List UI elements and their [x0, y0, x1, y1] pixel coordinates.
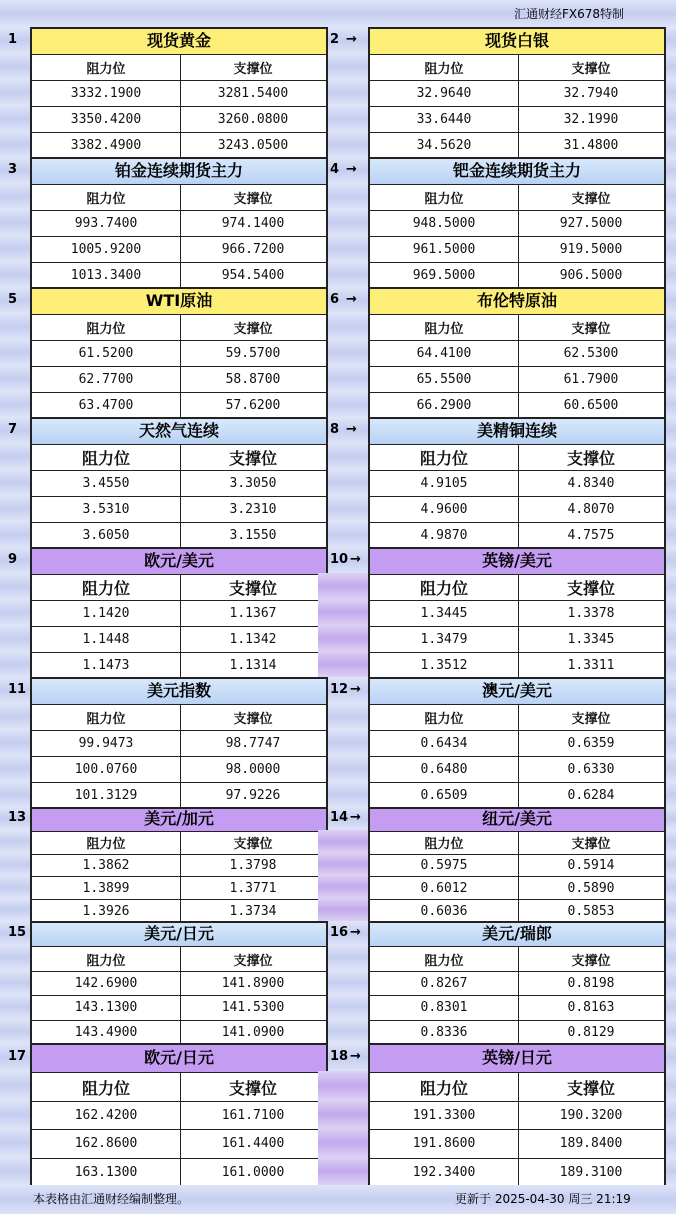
resistance-value: 3350.4200	[32, 107, 181, 132]
middle-column-band	[318, 1128, 368, 1156]
resistance-value: 142.6900	[32, 972, 181, 995]
support-value: 57.6200	[225, 398, 281, 413]
column-header-row	[32, 704, 326, 730]
quote-table	[368, 1043, 666, 1187]
support-header: 支撑位	[233, 322, 273, 337]
resistance-value: 4.9870	[370, 523, 519, 548]
quote-table	[368, 27, 666, 159]
resistance-header: 阻力位	[32, 832, 181, 854]
column-header-row	[32, 54, 326, 80]
resistance-value: 162.4200	[32, 1102, 181, 1129]
resistance-value: 1.1473	[32, 653, 181, 678]
instrument-title: 美元/瑞郎	[370, 923, 664, 947]
instrument-title: 纽元/美元	[370, 809, 664, 832]
resistance-value: 64.4100	[370, 341, 519, 366]
quote-table	[30, 807, 328, 923]
block-number: 6	[330, 292, 340, 307]
support-value: 0.5853	[567, 903, 615, 919]
table-row	[370, 626, 664, 652]
table-row	[370, 1129, 664, 1157]
support-value: 61.7900	[563, 372, 619, 387]
block-number: 15	[8, 925, 27, 941]
block-number: 2	[330, 32, 340, 47]
quote-table	[368, 677, 666, 809]
column-header-row	[32, 314, 326, 340]
table-row	[370, 971, 664, 995]
support-value: 60.6500	[563, 398, 619, 413]
quote-table	[368, 417, 666, 549]
resistance-value: 0.5975	[370, 855, 519, 877]
table-row	[32, 522, 326, 548]
support-value: 59.5700	[225, 346, 281, 361]
instrument-title: 现货黄金	[32, 29, 326, 55]
column-header-row	[370, 1072, 664, 1100]
brand-label: 汇通财经FX678特制	[513, 7, 624, 21]
support-value: 0.8198	[567, 975, 615, 991]
support-value: 3.2310	[229, 502, 277, 517]
table-row	[370, 1158, 664, 1186]
resistance-value: 961.5000	[370, 237, 519, 262]
support-value: 0.8129	[567, 1024, 615, 1040]
support-value: 97.9226	[225, 788, 281, 803]
support-value: 31.4800	[563, 138, 619, 153]
table-row	[32, 756, 326, 782]
column-header-row	[370, 946, 664, 970]
table-row	[370, 132, 664, 158]
middle-column-band	[318, 1071, 368, 1099]
table-row	[370, 600, 664, 626]
table-row	[370, 1101, 664, 1129]
instrument-title: 欧元/日元	[32, 1045, 326, 1073]
support-value: 1.1367	[229, 606, 277, 621]
table-row	[32, 899, 326, 922]
resistance-header: 阻力位	[32, 55, 181, 80]
resistance-value: 0.8336	[370, 1021, 519, 1044]
resistance-header: 阻力位	[32, 947, 181, 970]
block-number: 10	[330, 552, 349, 567]
table-row	[32, 876, 326, 899]
resistance-value: 99.9473	[32, 731, 181, 756]
quote-table	[30, 677, 328, 809]
resistance-value: 0.6509	[370, 783, 519, 808]
support-value: 4.7575	[567, 528, 615, 543]
table-row	[370, 106, 664, 132]
support-header: 支撑位	[228, 1078, 277, 1098]
instrument-title: 美元指数	[32, 679, 326, 705]
table-row	[370, 522, 664, 548]
support-header: 支撑位	[566, 1078, 615, 1098]
resistance-value: 1013.3400	[32, 263, 181, 288]
support-header: 支撑位	[571, 62, 611, 77]
resistance-value: 4.9600	[370, 497, 519, 522]
table-row	[32, 210, 326, 236]
support-value: 1.1314	[229, 658, 277, 673]
table-row	[370, 392, 664, 418]
column-header-row	[32, 946, 326, 970]
support-value: 3.1550	[229, 528, 277, 543]
table-row	[32, 652, 326, 678]
support-header: 支撑位	[571, 837, 611, 853]
table-row	[32, 366, 326, 392]
table-row	[370, 876, 664, 899]
support-value: 906.5000	[559, 268, 623, 283]
support-value: 1.1342	[229, 632, 277, 647]
support-value: 161.4400	[221, 1136, 285, 1152]
middle-column-band	[318, 599, 368, 625]
support-value: 0.8163	[567, 1000, 615, 1016]
support-value: 62.5300	[563, 346, 619, 361]
block-number: 5	[8, 292, 18, 307]
column-header-row	[370, 444, 664, 470]
support-value: 974.1400	[221, 216, 285, 231]
middle-column-band	[318, 875, 368, 898]
support-value: 0.5914	[567, 857, 615, 873]
resistance-value: 993.7400	[32, 211, 181, 236]
quote-table	[30, 27, 328, 159]
resistance-value: 4.9105	[370, 471, 519, 496]
resistance-value: 191.3300	[370, 1102, 519, 1129]
table-row	[370, 995, 664, 1019]
support-value: 189.8400	[559, 1136, 623, 1152]
resistance-value: 191.8600	[370, 1130, 519, 1157]
quote-table	[368, 921, 666, 1045]
support-value: 0.6330	[567, 762, 615, 777]
middle-column-band	[318, 898, 368, 921]
table-row	[370, 652, 664, 678]
support-header: 支撑位	[233, 712, 273, 727]
support-value: 58.8700	[225, 372, 281, 387]
block-number: 17	[8, 1049, 27, 1065]
support-value: 4.8340	[567, 476, 615, 491]
header-bar	[0, 0, 676, 27]
resistance-value: 162.8600	[32, 1130, 181, 1157]
table-row	[32, 132, 326, 158]
support-header: 支撑位	[233, 192, 273, 207]
arrow-right-icon: →	[346, 162, 357, 177]
table-row	[370, 782, 664, 808]
instrument-title: 现货白银	[370, 29, 664, 55]
resistance-value: 3.5310	[32, 497, 181, 522]
support-value: 1.3345	[567, 632, 615, 647]
table-row	[32, 496, 326, 522]
instrument-title: 天然气连续	[32, 419, 326, 445]
block-number: 13	[8, 810, 27, 826]
resistance-value: 1.3512	[370, 653, 519, 678]
column-header-row	[370, 184, 664, 210]
table-row	[370, 899, 664, 922]
instrument-title: 欧元/美元	[32, 549, 326, 575]
support-value: 1.3378	[567, 606, 615, 621]
table-row	[370, 236, 664, 262]
support-value: 98.7747	[225, 736, 281, 751]
support-value: 32.1990	[563, 112, 619, 127]
resistance-value: 0.8301	[370, 996, 519, 1019]
table-row	[32, 995, 326, 1019]
table-row	[370, 210, 664, 236]
block-number: 3	[8, 162, 18, 177]
quote-table	[30, 287, 328, 419]
table-row	[32, 626, 326, 652]
resistance-value: 1.3862	[32, 855, 181, 877]
resistance-value: 3382.4900	[32, 133, 181, 158]
block-number: 4	[330, 162, 340, 177]
support-header: 支撑位	[571, 322, 611, 337]
table-row	[32, 1101, 326, 1129]
resistance-value: 1.3445	[370, 601, 519, 626]
block-number: 18	[330, 1049, 349, 1065]
resistance-value: 33.6440	[370, 107, 519, 132]
block-number: 14	[330, 810, 349, 826]
table-row	[370, 854, 664, 877]
resistance-value: 3.6050	[32, 523, 181, 548]
support-header: 支撑位	[566, 579, 615, 598]
middle-column-band	[318, 625, 368, 651]
block-number: 9	[8, 552, 18, 567]
table-row	[370, 756, 664, 782]
resistance-value: 66.2900	[370, 393, 519, 418]
arrow-right-icon: →	[346, 32, 357, 47]
resistance-header: 阻力位	[32, 315, 181, 340]
support-value: 98.0000	[225, 762, 281, 777]
footer-note: 本表格由汇通财经编制整理。	[33, 1192, 190, 1206]
resistance-header: 阻力位	[32, 185, 181, 210]
quote-table	[30, 417, 328, 549]
resistance-value: 32.9640	[370, 81, 519, 106]
table-row	[370, 470, 664, 496]
arrow-right-icon: →	[350, 925, 361, 941]
table-row	[32, 1129, 326, 1157]
instrument-title: 钯金连续期货主力	[370, 159, 664, 185]
support-header: 支撑位	[571, 953, 611, 969]
instrument-title: 英镑/美元	[370, 549, 664, 575]
footer-bar	[0, 1185, 676, 1214]
resistance-header: 阻力位	[370, 1073, 519, 1100]
arrow-right-icon: →	[350, 682, 361, 697]
support-value: 0.6284	[567, 788, 615, 803]
column-header-row	[32, 1072, 326, 1100]
support-value: 190.3200	[559, 1107, 623, 1123]
instrument-title: 英镑/日元	[370, 1045, 664, 1073]
middle-column-band	[318, 651, 368, 677]
resistance-value: 969.5000	[370, 263, 519, 288]
instrument-title: 布伦特原油	[370, 289, 664, 315]
resistance-value: 1.1448	[32, 627, 181, 652]
resistance-value: 0.6480	[370, 757, 519, 782]
block-number: 8	[330, 422, 340, 437]
table-row	[370, 262, 664, 288]
support-value: 0.5890	[567, 880, 615, 896]
table-row	[32, 470, 326, 496]
resistance-value: 1.3926	[32, 900, 181, 922]
column-header-row	[370, 314, 664, 340]
table-row	[32, 971, 326, 995]
resistance-value: 163.1300	[32, 1159, 181, 1186]
instrument-title: 澳元/美元	[370, 679, 664, 705]
table-row	[32, 1158, 326, 1186]
resistance-value: 143.4900	[32, 1021, 181, 1044]
arrow-right-icon: →	[350, 1049, 361, 1065]
middle-column-band	[318, 830, 368, 853]
middle-column-band	[318, 573, 368, 599]
support-value: 3281.5400	[217, 86, 289, 101]
table-row	[32, 106, 326, 132]
support-value: 3.3050	[229, 476, 277, 491]
block-number: 11	[8, 682, 27, 697]
table-row	[370, 366, 664, 392]
support-value: 1.3798	[229, 857, 277, 873]
support-value: 1.3311	[567, 658, 615, 673]
quote-table	[368, 807, 666, 923]
resistance-header: 阻力位	[370, 55, 519, 80]
column-header-row	[370, 574, 664, 600]
support-header: 支撑位	[228, 579, 277, 598]
table-row	[370, 1020, 664, 1044]
resistance-header: 阻力位	[370, 315, 519, 340]
resistance-header: 阻力位	[32, 705, 181, 730]
resistance-header: 阻力位	[370, 445, 519, 470]
resistance-value: 62.7700	[32, 367, 181, 392]
quote-table	[30, 921, 328, 1045]
arrow-right-icon: →	[350, 552, 361, 567]
block-number: 7	[8, 422, 18, 437]
support-header: 支撑位	[566, 449, 615, 468]
middle-column-band	[318, 853, 368, 876]
resistance-header: 阻力位	[370, 832, 519, 854]
resistance-value: 0.6012	[370, 877, 519, 899]
table-row	[32, 80, 326, 106]
support-header: 支撑位	[228, 449, 277, 468]
support-value: 141.5300	[221, 1000, 285, 1016]
support-value: 189.3100	[559, 1164, 623, 1180]
quote-table	[368, 547, 666, 679]
table-row	[32, 340, 326, 366]
resistance-value: 61.5200	[32, 341, 181, 366]
resistance-header: 阻力位	[32, 575, 181, 600]
support-header: 支撑位	[571, 192, 611, 207]
resistance-value: 0.8267	[370, 972, 519, 995]
table-row	[370, 496, 664, 522]
resistance-header: 阻力位	[370, 705, 519, 730]
table-row	[32, 1020, 326, 1044]
support-value: 3260.0800	[217, 112, 289, 127]
resistance-value: 101.3129	[32, 783, 181, 808]
quote-table	[368, 157, 666, 289]
support-header: 支撑位	[233, 837, 273, 853]
instrument-title: 铂金连续期货主力	[32, 159, 326, 185]
instrument-title: 美元/加元	[32, 809, 326, 832]
block-number: 1	[8, 32, 18, 47]
resistance-header: 阻力位	[370, 947, 519, 970]
support-value: 0.6359	[567, 736, 615, 751]
resistance-header: 阻力位	[370, 575, 519, 600]
resistance-value: 143.1300	[32, 996, 181, 1019]
table-row	[32, 782, 326, 808]
support-value: 141.8900	[221, 975, 285, 991]
support-value: 1.3771	[229, 880, 277, 896]
support-value: 927.5000	[559, 216, 623, 231]
support-value: 1.3734	[229, 903, 277, 919]
quote-table	[30, 157, 328, 289]
quote-table	[30, 1043, 328, 1187]
resistance-value: 34.5620	[370, 133, 519, 158]
instrument-title: 美精铜连续	[370, 419, 664, 445]
resistance-value: 0.6434	[370, 731, 519, 756]
quote-table	[30, 547, 328, 679]
column-header-row	[32, 444, 326, 470]
instrument-title: 美元/日元	[32, 923, 326, 947]
column-header-row	[370, 704, 664, 730]
table-row	[370, 730, 664, 756]
support-value: 966.7200	[221, 242, 285, 257]
table-row	[370, 340, 664, 366]
support-header: 支撑位	[571, 712, 611, 727]
table-row	[32, 236, 326, 262]
block-number: 16	[330, 925, 349, 941]
support-value: 919.5000	[559, 242, 623, 257]
column-header-row	[370, 54, 664, 80]
table-row	[32, 600, 326, 626]
table-row	[32, 262, 326, 288]
table-row	[32, 854, 326, 877]
column-header-row	[32, 184, 326, 210]
column-header-row	[370, 831, 664, 854]
support-header: 支撑位	[233, 953, 273, 969]
resistance-value: 192.3400	[370, 1159, 519, 1186]
column-header-row	[32, 831, 326, 854]
support-value: 32.7940	[563, 86, 619, 101]
support-value: 954.5400	[221, 268, 285, 283]
resistance-header: 阻力位	[32, 445, 181, 470]
resistance-value: 948.5000	[370, 211, 519, 236]
support-value: 161.0000	[221, 1164, 285, 1180]
resistance-header: 阻力位	[32, 1073, 181, 1100]
support-header: 支撑位	[233, 62, 273, 77]
resistance-value: 1005.9200	[32, 237, 181, 262]
arrow-right-icon: →	[350, 810, 361, 826]
support-value: 4.8070	[567, 502, 615, 517]
resistance-value: 100.0760	[32, 757, 181, 782]
update-time: 更新于 2025-04-30 周三 21:19	[455, 1192, 631, 1206]
support-value: 141.0900	[221, 1024, 285, 1040]
support-value: 161.7100	[221, 1107, 285, 1123]
resistance-value: 65.5500	[370, 367, 519, 392]
quote-table	[368, 287, 666, 419]
middle-column-band	[318, 1157, 368, 1185]
resistance-value: 1.3479	[370, 627, 519, 652]
resistance-value: 3332.1900	[32, 81, 181, 106]
instrument-title: WTI原油	[32, 289, 326, 315]
support-value: 3243.0500	[217, 138, 289, 153]
resistance-value: 1.3899	[32, 877, 181, 899]
middle-column-band	[318, 1100, 368, 1128]
table-row	[370, 80, 664, 106]
resistance-header: 阻力位	[370, 185, 519, 210]
table-row	[32, 392, 326, 418]
resistance-value: 3.4550	[32, 471, 181, 496]
resistance-value: 0.6036	[370, 900, 519, 922]
resistance-value: 1.1420	[32, 601, 181, 626]
table-row	[32, 730, 326, 756]
block-number: 12	[330, 682, 349, 697]
arrow-right-icon: →	[346, 292, 357, 307]
column-header-row	[32, 574, 326, 600]
arrow-right-icon: →	[346, 422, 357, 437]
resistance-value: 63.4700	[32, 393, 181, 418]
